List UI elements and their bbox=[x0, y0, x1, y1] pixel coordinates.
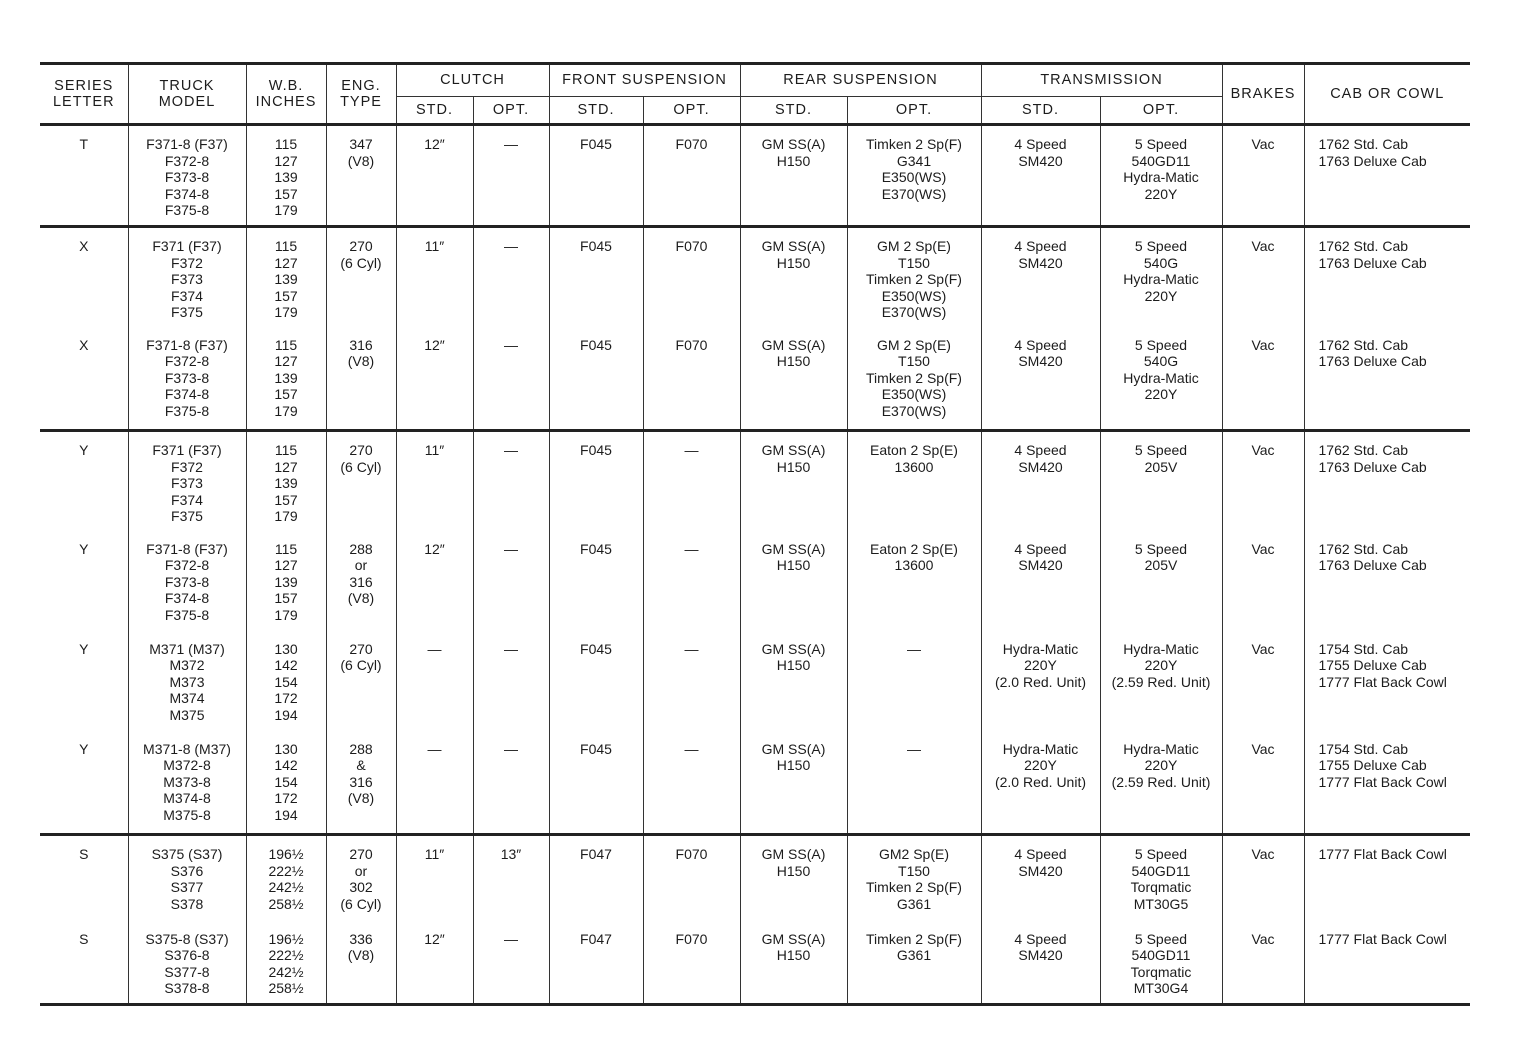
transmission-std-cell: 4 Speed SM420 bbox=[981, 227, 1100, 327]
wheelbase-cell: 130 142 154 172 194 bbox=[246, 631, 326, 731]
clutch-opt-cell: — bbox=[473, 431, 549, 531]
clutch-opt-cell: — bbox=[473, 921, 549, 1005]
cab-or-cowl-cell: 1777 Flat Back Cowl bbox=[1304, 921, 1470, 1005]
clutch-opt-cell: — bbox=[473, 531, 549, 631]
header-transmission: TRANSMISSION bbox=[981, 64, 1222, 97]
front-suspension-opt-cell: — bbox=[643, 431, 740, 531]
cab-or-cowl-cell: 1762 Std. Cab 1763 Deluxe Cab bbox=[1304, 327, 1470, 431]
rear-suspension-std-cell: GM SS(A) H150 bbox=[740, 835, 847, 921]
engine-type-cell: 288 & 316 (V8) bbox=[326, 731, 396, 835]
wheelbase-cell: 130 142 154 172 194 bbox=[246, 731, 326, 835]
rear-suspension-std-cell: GM SS(A) H150 bbox=[740, 921, 847, 1005]
clutch-opt-cell: — bbox=[473, 125, 549, 227]
transmission-opt-cell: Hydra-Matic 220Y (2.59 Red. Unit) bbox=[1100, 731, 1222, 835]
rear-suspension-std-cell: GM SS(A) H150 bbox=[740, 327, 847, 431]
rear-suspension-std-cell: GM SS(A) H150 bbox=[740, 431, 847, 531]
transmission-opt-cell: 5 Speed 540GD11 Hydra-Matic 220Y bbox=[1100, 125, 1222, 227]
clutch-opt-cell: — bbox=[473, 327, 549, 431]
front-suspension-opt-cell: F070 bbox=[643, 125, 740, 227]
transmission-std-cell: Hydra-Matic 220Y (2.0 Red. Unit) bbox=[981, 731, 1100, 835]
transmission-opt-cell: 5 Speed 540G Hydra-Matic 220Y bbox=[1100, 327, 1222, 431]
rear-suspension-opt-cell: GM 2 Sp(E) T150 Timken 2 Sp(F) E350(WS) E370(WS) bbox=[847, 227, 981, 327]
rear-suspension-opt-cell: Eaton 2 Sp(E) 13600 bbox=[847, 531, 981, 631]
wheelbase-cell: 115 127 139 157 179 bbox=[246, 125, 326, 227]
table-row bbox=[40, 125, 1470, 227]
engine-type-cell: 288 or 316 (V8) bbox=[326, 531, 396, 631]
truck-model-cell: S375-8 (S37) S376-8 S377-8 S378-8 bbox=[128, 921, 246, 1005]
cab-or-cowl-cell: 1762 Std. Cab 1763 Deluxe Cab bbox=[1304, 227, 1470, 327]
engine-type-cell: 270 (6 Cyl) bbox=[326, 227, 396, 327]
header-wb-inches: W.B. INCHES bbox=[246, 64, 326, 125]
series-letter-cell: X bbox=[79, 336, 89, 353]
brakes-cell: Vac bbox=[1222, 327, 1304, 431]
series-letter-cell: Y bbox=[79, 540, 89, 557]
clutch-opt-cell: 13″ bbox=[473, 835, 549, 921]
transmission-std-cell: 4 Speed SM420 bbox=[981, 431, 1100, 531]
series-letter-cell: T bbox=[40, 125, 128, 227]
transmission-std-cell: 4 Speed SM420 bbox=[981, 327, 1100, 431]
truck-model-cell: M371 (M37) M372 M373 M374 M375 bbox=[128, 631, 246, 731]
front-suspension-std-cell: F045 bbox=[549, 631, 643, 731]
header-front-opt: OPT. bbox=[643, 96, 740, 124]
table-row bbox=[40, 327, 1470, 431]
truck-model-cell: F371-8 (F37) F372-8 F373-8 F374-8 F375-8 bbox=[128, 531, 246, 631]
table-row bbox=[40, 227, 1470, 327]
header-rear-opt: OPT. bbox=[847, 96, 981, 124]
rear-suspension-opt-cell: GM 2 Sp(E) T150 Timken 2 Sp(F) E350(WS) E370(WS) bbox=[847, 327, 981, 431]
header-truck-model: TRUCK MODEL bbox=[128, 64, 246, 125]
rear-suspension-std-cell: GM SS(A) H150 bbox=[740, 631, 847, 731]
clutch-std-cell: — bbox=[396, 731, 473, 835]
series-letter-cell: X bbox=[40, 227, 128, 327]
header-series-letter: SERIES LETTER bbox=[40, 64, 128, 125]
truck-model-cell: F371-8 (F37) F372-8 F373-8 F374-8 F375-8 bbox=[128, 327, 246, 431]
clutch-std-cell: — bbox=[396, 631, 473, 731]
clutch-opt-cell: — bbox=[473, 227, 549, 327]
front-suspension-std-cell: F045 bbox=[549, 731, 643, 835]
truck-model-cell: M371-8 (M37) M372-8 M373-8 M374-8 M375-8 bbox=[128, 731, 246, 835]
front-suspension-opt-cell: F070 bbox=[643, 921, 740, 1005]
front-suspension-opt-cell: — bbox=[643, 531, 740, 631]
engine-type-cell: 336 (V8) bbox=[326, 921, 396, 1005]
transmission-std-cell: 4 Speed SM420 bbox=[981, 835, 1100, 921]
series-letter-cell: Y bbox=[79, 740, 89, 757]
rear-suspension-opt-cell: Eaton 2 Sp(E) 13600 bbox=[847, 431, 981, 531]
header-front-suspension: FRONT SUSPENSION bbox=[549, 64, 740, 97]
transmission-opt-cell: 5 Speed 540GD11 Torqmatic MT30G5 bbox=[1100, 835, 1222, 921]
brakes-cell: Vac bbox=[1222, 531, 1304, 631]
rear-suspension-std-cell: GM SS(A) H150 bbox=[740, 227, 847, 327]
cab-or-cowl-cell: 1754 Std. Cab 1755 Deluxe Cab 1777 Flat Back Cowl bbox=[1304, 631, 1470, 731]
front-suspension-opt-cell: F070 bbox=[643, 835, 740, 921]
brakes-cell: Vac bbox=[1222, 125, 1304, 227]
series-letter-cell: Y bbox=[79, 640, 89, 657]
rear-suspension-opt-cell: — bbox=[847, 631, 981, 731]
front-suspension-std-cell: F045 bbox=[549, 531, 643, 631]
rear-suspension-opt-cell: GM2 Sp(E) T150 Timken 2 Sp(F) G361 bbox=[847, 835, 981, 921]
truck-model-cell: F371 (F37) F372 F373 F374 F375 bbox=[128, 431, 246, 531]
brakes-cell: Vac bbox=[1222, 431, 1304, 531]
front-suspension-std-cell: F047 bbox=[549, 921, 643, 1005]
rear-suspension-std-cell: GM SS(A) H150 bbox=[740, 531, 847, 631]
clutch-std-cell: 12″ bbox=[396, 921, 473, 1005]
cab-or-cowl-cell: 1762 Std. Cab 1763 Deluxe Cab bbox=[1304, 431, 1470, 531]
rear-suspension-opt-cell: — bbox=[847, 731, 981, 835]
cab-or-cowl-cell: 1762 Std. Cab 1763 Deluxe Cab bbox=[1304, 125, 1470, 227]
header-trans-std: STD. bbox=[981, 96, 1100, 124]
wheelbase-cell: 196½ 222½ 242½ 258½ bbox=[246, 835, 326, 921]
header-clutch: CLUTCH bbox=[396, 64, 549, 97]
transmission-opt-cell: 5 Speed 205V bbox=[1100, 431, 1222, 531]
brakes-cell: Vac bbox=[1222, 921, 1304, 1005]
front-suspension-opt-cell: — bbox=[643, 631, 740, 731]
truck-model-cell: F371-8 (F37) F372-8 F373-8 F374-8 F375-8 bbox=[128, 125, 246, 227]
header-trans-opt: OPT. bbox=[1100, 96, 1222, 124]
truck-model-cell: S375 (S37) S376 S377 S378 bbox=[128, 835, 246, 921]
truck-spec-table bbox=[40, 62, 1470, 1006]
series-letter-cell: S bbox=[40, 835, 128, 921]
transmission-opt-cell: 5 Speed 205V bbox=[1100, 531, 1222, 631]
header-clutch-opt: OPT. bbox=[473, 96, 549, 124]
header-cab-or-cowl: CAB OR COWL bbox=[1304, 64, 1470, 125]
clutch-std-cell: 12″ bbox=[396, 531, 473, 631]
front-suspension-opt-cell: F070 bbox=[643, 327, 740, 431]
front-suspension-std-cell: F045 bbox=[549, 227, 643, 327]
brakes-cell: Vac bbox=[1222, 731, 1304, 835]
clutch-opt-cell: — bbox=[473, 731, 549, 835]
header-front-std: STD. bbox=[549, 96, 643, 124]
table-row bbox=[40, 531, 1470, 631]
brakes-cell: Vac bbox=[1222, 835, 1304, 921]
engine-type-cell: 270 (6 Cyl) bbox=[326, 631, 396, 731]
clutch-std-cell: 12″ bbox=[396, 327, 473, 431]
clutch-opt-cell: — bbox=[473, 631, 549, 731]
front-suspension-std-cell: F045 bbox=[549, 431, 643, 531]
engine-type-cell: 270 (6 Cyl) bbox=[326, 431, 396, 531]
table-row bbox=[40, 835, 1470, 921]
spec-sheet bbox=[40, 62, 1470, 1006]
front-suspension-opt-cell: F070 bbox=[643, 227, 740, 327]
front-suspension-std-cell: F045 bbox=[549, 327, 643, 431]
table-row bbox=[40, 731, 1470, 835]
rear-suspension-opt-cell: Timken 2 Sp(F) G361 bbox=[847, 921, 981, 1005]
header-brakes: BRAKES bbox=[1222, 64, 1304, 125]
rear-suspension-opt-cell: Timken 2 Sp(F) G341 E350(WS) E370(WS) bbox=[847, 125, 981, 227]
series-letter-cell: S bbox=[40, 921, 128, 1005]
transmission-std-cell: 4 Speed SM420 bbox=[981, 531, 1100, 631]
rear-suspension-std-cell: GM SS(A) H150 bbox=[740, 125, 847, 227]
engine-type-cell: 316 (V8) bbox=[326, 327, 396, 431]
front-suspension-std-cell: F047 bbox=[549, 835, 643, 921]
brakes-cell: Vac bbox=[1222, 631, 1304, 731]
engine-type-cell: 270 or 302 (6 Cyl) bbox=[326, 835, 396, 921]
header-rear-std: STD. bbox=[740, 96, 847, 124]
cab-or-cowl-cell: 1777 Flat Back Cowl bbox=[1304, 835, 1470, 921]
transmission-opt-cell: Hydra-Matic 220Y (2.59 Red. Unit) bbox=[1100, 631, 1222, 731]
cab-or-cowl-cell: 1754 Std. Cab 1755 Deluxe Cab 1777 Flat Back Cowl bbox=[1304, 731, 1470, 835]
rear-suspension-std-cell: GM SS(A) H150 bbox=[740, 731, 847, 835]
wheelbase-cell: 115 127 139 157 179 bbox=[246, 227, 326, 327]
wheelbase-cell: 115 127 139 157 179 bbox=[246, 431, 326, 531]
header-eng-type: ENG. TYPE bbox=[326, 64, 396, 125]
brakes-cell: Vac bbox=[1222, 227, 1304, 327]
clutch-std-cell: 12″ bbox=[396, 125, 473, 227]
truck-model-cell: F371 (F37) F372 F373 F374 F375 bbox=[128, 227, 246, 327]
transmission-std-cell: 4 Speed SM420 bbox=[981, 125, 1100, 227]
wheelbase-cell: 196½ 222½ 242½ 258½ bbox=[246, 921, 326, 1005]
transmission-opt-cell: 5 Speed 540G Hydra-Matic 220Y bbox=[1100, 227, 1222, 327]
wheelbase-cell: 115 127 139 157 179 bbox=[246, 327, 326, 431]
header-rear-suspension: REAR SUSPENSION bbox=[740, 64, 981, 97]
cab-or-cowl-cell: 1762 Std. Cab 1763 Deluxe Cab bbox=[1304, 531, 1470, 631]
header-clutch-std: STD. bbox=[396, 96, 473, 124]
transmission-std-cell: 4 Speed SM420 bbox=[981, 921, 1100, 1005]
clutch-std-cell: 11″ bbox=[396, 227, 473, 327]
wheelbase-cell: 115 127 139 157 179 bbox=[246, 531, 326, 631]
front-suspension-std-cell: F045 bbox=[549, 125, 643, 227]
clutch-std-cell: 11″ bbox=[396, 835, 473, 921]
front-suspension-opt-cell: — bbox=[643, 731, 740, 835]
series-letter-cell: Y bbox=[40, 431, 128, 531]
table-row bbox=[40, 431, 1470, 531]
transmission-opt-cell: 5 Speed 540GD11 Torqmatic MT30G4 bbox=[1100, 921, 1222, 1005]
transmission-std-cell: Hydra-Matic 220Y (2.0 Red. Unit) bbox=[981, 631, 1100, 731]
engine-type-cell: 347 (V8) bbox=[326, 125, 396, 227]
table-row bbox=[40, 631, 1470, 731]
clutch-std-cell: 11″ bbox=[396, 431, 473, 531]
table-row bbox=[40, 921, 1470, 1005]
